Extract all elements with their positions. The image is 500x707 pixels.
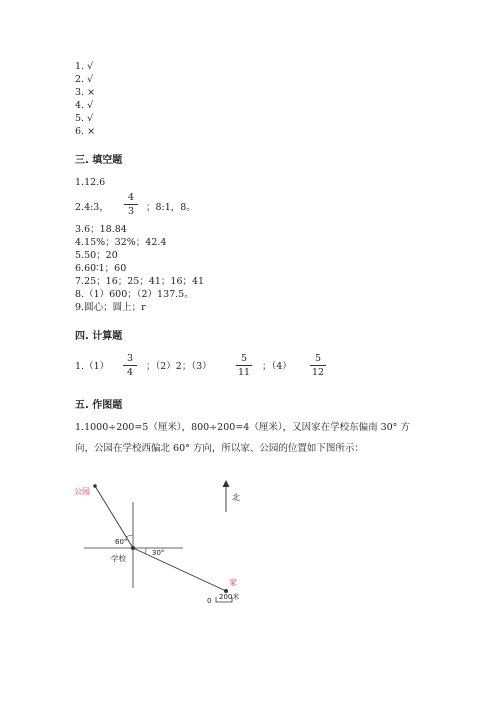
answer-3-6: 6.60∶1；60 <box>75 263 127 274</box>
judgement-answer-2: 2. √ <box>75 74 94 85</box>
angle-arc-60 <box>126 535 133 537</box>
angle-arc-30 <box>145 548 146 554</box>
scale-distance-label: 200米 <box>219 593 240 601</box>
judgement-answer-4: 4. √ <box>75 100 94 111</box>
answer-3-5: 5.50；20 <box>75 250 118 261</box>
answer-4-part3: ；（4） <box>262 361 292 372</box>
fraction-numerator: 5 <box>314 353 322 364</box>
fraction-numerator: 5 <box>240 353 248 364</box>
judgement-answer-3: 3. × <box>75 87 96 98</box>
answer-3-7: 7.25；16；25；41；16；41 <box>75 276 205 287</box>
section-heading-fill-in: 三. 填空题 <box>75 155 123 166</box>
answer-3-9: 9.圆心；圆上；r <box>75 302 146 313</box>
school-label: 学校 <box>111 554 126 563</box>
school-point <box>131 546 135 550</box>
scale-zero-label: 0 <box>207 597 212 605</box>
fraction-denominator: 11 <box>237 367 251 378</box>
judgement-answer-5: 5. √ <box>75 113 94 124</box>
answer-3-3: 3.6；18.84 <box>75 224 127 235</box>
angle-30-label: 30° <box>152 549 165 557</box>
answer-3-4: 4.15%；32%；42.4 <box>75 237 167 248</box>
north-arrow-icon <box>223 480 230 487</box>
park-point <box>93 484 97 488</box>
judgement-answer-6: 6. × <box>75 126 96 137</box>
line-to-home <box>133 548 226 591</box>
home-label: 家 <box>229 578 237 587</box>
angle-60-label: 60° <box>115 538 128 546</box>
fraction-numerator: 3 <box>126 353 134 364</box>
answer-4-1-part1: 1.（1） <box>75 361 110 372</box>
judgement-answer-1: 1. √ <box>75 61 94 72</box>
fraction-denominator: 3 <box>127 206 135 217</box>
fraction-denominator: 4 <box>126 367 134 378</box>
answer-3-2-prefix: 2.4:3， <box>75 202 109 213</box>
section-heading-drawing: 五. 作图题 <box>75 400 123 411</box>
answer-5-line-2: 向，公园在学校西偏北 60° 方向，所以家、公园的位置如下图所示： <box>75 443 364 454</box>
answer-3-8: 8.（1）600；（2）137.5。 <box>75 289 194 300</box>
north-label: 北 <box>232 493 240 502</box>
park-label: 公园 <box>74 487 90 496</box>
answer-5-line-1: 1.1000÷200=5（厘米），800÷200=4（厘米），又因家在学校东偏南 30° 方 <box>75 422 410 433</box>
section-heading-calculation: 四. 计算题 <box>75 331 123 342</box>
answer-3-2-suffix: ；8:1，8。 <box>146 202 196 213</box>
fraction-numerator: 4 <box>127 192 135 203</box>
answer-3-1: 1.12.6 <box>75 177 106 188</box>
answer-4-part2: ；（2）2；（3） <box>146 361 212 372</box>
fraction-denominator: 12 <box>311 367 325 378</box>
